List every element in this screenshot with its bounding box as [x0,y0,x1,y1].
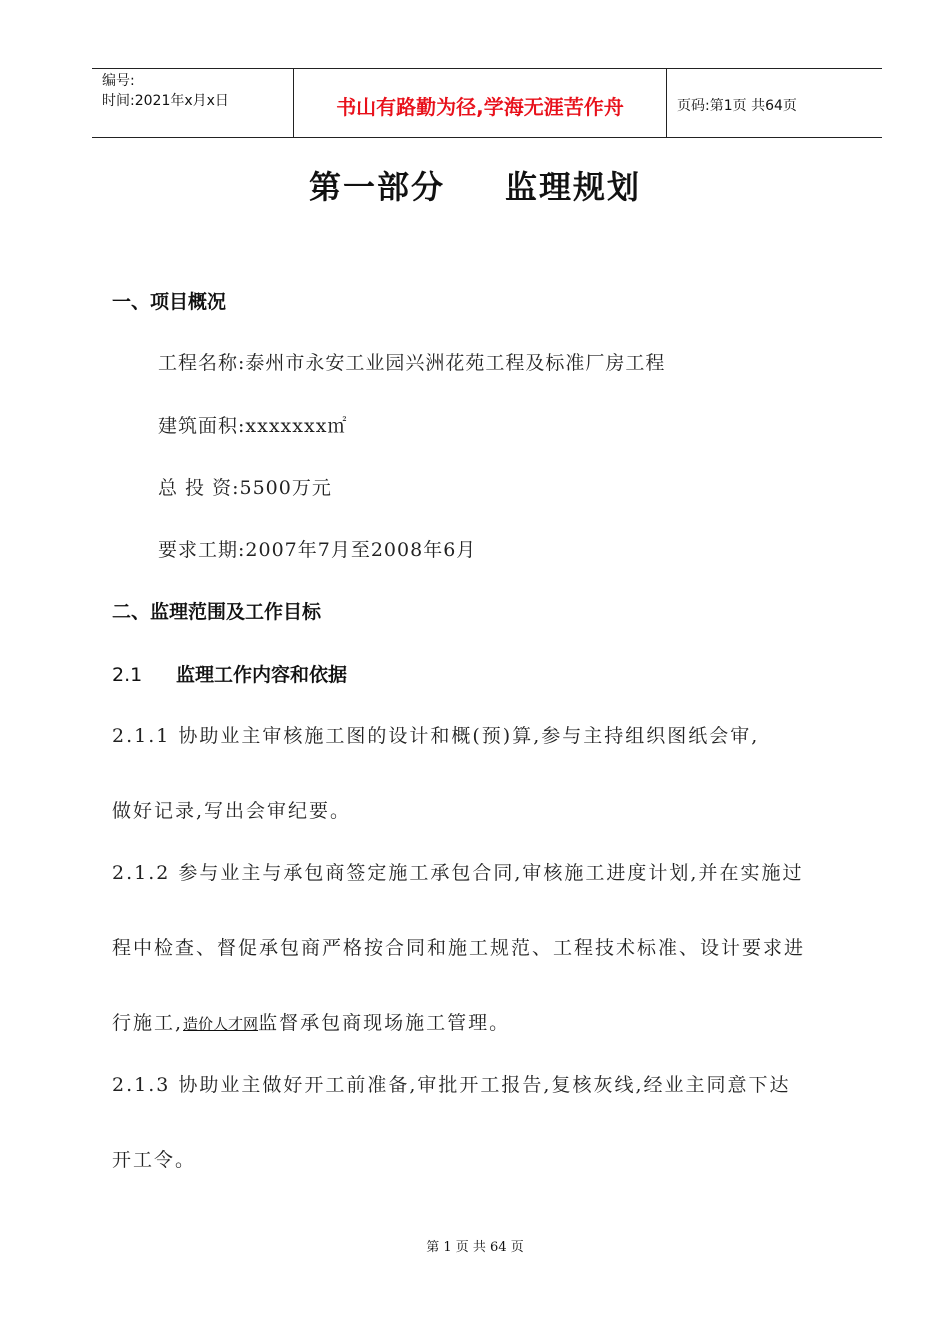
talent-site-link[interactable]: 造价人才网 [183,1015,259,1033]
total-investment: 总 投 资:5500万元 [158,477,332,499]
building-area: 建筑面积:xxxxxxx㎡ [158,415,348,437]
header-page-info: 页码:第1页 共64页 [677,98,797,114]
paragraph-text: 行施工, [112,1012,184,1034]
paragraph-line: 做好记录,写出会审纪要。 [112,800,352,822]
paragraph-line: 2.1.2 参与业主与承包商签定施工承包合同,审核施工进度计划,并在实施过 [112,862,804,884]
project-name: 工程名称:泰州市永安工业园兴洲花苑工程及标准厂房工程 [158,352,666,374]
header-meta [92,69,294,137]
required-schedule: 要求工期:2007年7月至2008年6月 [158,539,477,561]
title-name: 监理规划 [505,168,642,206]
paragraph-text: 监督承包商现场施工管理。 [258,1012,511,1034]
title-part: 第一部分 [308,168,445,206]
header-table [92,68,882,138]
header-motto: 书山有路勤为径,学海无涯苦作舟 [294,69,667,137]
section1-heading: 一、项目概况 [112,291,227,313]
subsection-title: 监理工作内容和依据 [176,664,348,686]
subsection-heading [112,660,347,687]
code-label: 编号: [102,73,135,89]
subsection-number: 2.1 [112,664,143,686]
paragraph-line: 开工令。 [112,1149,197,1171]
paragraph-line: 程中检查、督促承包商严格按合同和施工规范、工程技术标准、设计要求进 [112,937,806,959]
document-title [0,162,950,208]
paragraph-line: 2.1.1 协助业主审核施工图的设计和概(预)算,参与主持组织图纸会审, [112,725,760,747]
page-footer: 第 1 页 共 64 页 [426,1240,524,1255]
section2-heading: 二、监理范围及工作目标 [112,601,322,623]
time-label: 时间:2021年x月x日 [102,93,229,109]
paragraph-line: 2.1.3 协助业主做好开工前准备,审批开工报告,复核灰线,经业主同意下达 [112,1074,791,1096]
paragraph-line [112,1008,510,1035]
